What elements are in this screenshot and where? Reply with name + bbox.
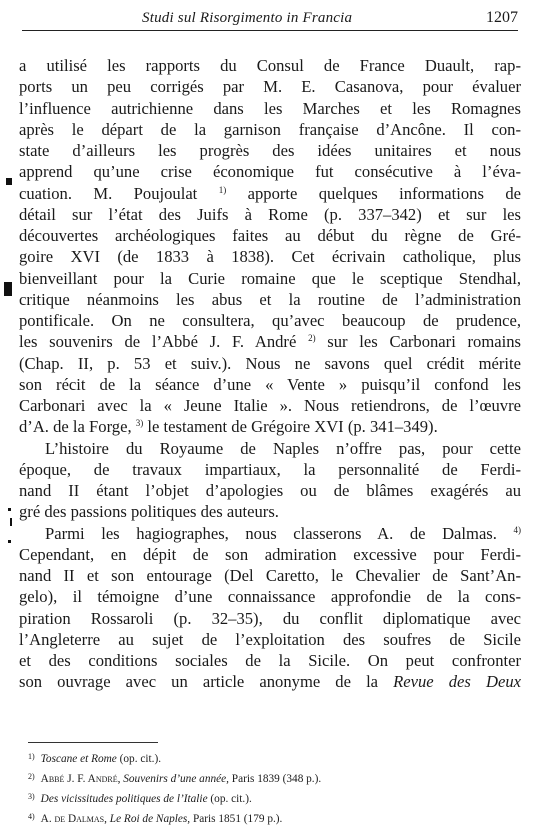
running-title: Studi sul Risorgimento in Francia (142, 10, 353, 26)
text-line: Parmi les hagiographes, nous classerons A. de Dalmas. (45, 523, 497, 543)
text-line: d’A. de la Forge, (19, 417, 132, 437)
text-line: après le départ de la garnison française d’Ancône. Il con- (19, 119, 521, 139)
page-number: 1207 (486, 9, 518, 26)
text-line: époque, de travaux impartiaux, la personnalité de Ferdi- (19, 459, 521, 479)
text-line: apporte quelques informations de (247, 183, 521, 203)
text-line: son récit de la séance d’une « Vente » puisqu’il confond les (19, 374, 521, 394)
text-line: le testament de Grégoire XVI (p. 341–349). (147, 417, 438, 437)
footnote-text: Paris 1839 (348 p.). (228, 773, 322, 785)
text-line: state d’ailleurs les progrès des idées unitaires et nous (19, 141, 521, 160)
margin-mark (4, 282, 12, 296)
footnote-author: A. de Dalmas, (40, 813, 107, 825)
footnotes (28, 748, 498, 828)
text-line: cuation. M. Poujoulat (19, 183, 198, 203)
text-line: Cependant, en dépit de son admiration excessive pour Ferdi- (19, 544, 521, 564)
margin-mark (6, 178, 12, 185)
footnote (28, 808, 498, 828)
footnote-mark: 2) (28, 772, 35, 781)
text-line: apprend qu’une crise économique fut consécutive à l’éva- (19, 162, 521, 182)
text-line: détail sur l’état des Juifs à Rome (p. 337–342) et sur les (19, 204, 521, 224)
footnote-text: (op. cit.). (207, 793, 252, 805)
text-line: sur les Carbonari romains (327, 332, 521, 352)
text-line: et des conditions sociales de la Sicile. On peut confronter (19, 651, 521, 670)
margin-mark (8, 540, 11, 543)
footnote-text: Paris 1851 (179 p.). (190, 813, 283, 825)
text-line: (Chap. II, p. 53 et suiv.). Nous ne savons quel crédit mérite (19, 353, 521, 373)
text-line: pontificale. On ne consultera, qu’avec beaucoup de prudence, (19, 311, 521, 330)
text-line: l’Angleterre au sujet de l’exploitation des soufres de Sicile (19, 629, 521, 649)
footnote-divider (28, 742, 158, 743)
margin-mark (10, 518, 12, 526)
footnote-ref: 2) (308, 333, 316, 344)
footnote (28, 768, 498, 788)
footnote (28, 748, 498, 768)
text-line: ports un peu corrigés par M. E. Casanova, pour évaluer (19, 77, 521, 97)
text-line-italic: Revue des Deux (393, 672, 521, 692)
footnote-title: Le Roi de Naples, (106, 813, 191, 825)
footnote-author: Abbé J. F. André, (40, 773, 121, 785)
footnote-mark: 4) (28, 812, 35, 821)
footnote-ref: 3) (135, 418, 144, 429)
footnote-mark: 1) (28, 752, 35, 761)
text-line: critique néanmoins les abus et la routine de l’administration (19, 289, 521, 309)
text-line: gelo), il témoigne d’une connaissance approfondie de la cons- (19, 587, 521, 607)
body-text (19, 55, 521, 693)
text-line: piration Rossaroli (p. 32–35), du conflit diplomatique avec (19, 608, 521, 628)
margin-mark (8, 508, 11, 511)
footnote-text: (op. cit.). (116, 753, 162, 765)
footnote-title: Des vicissitudes politiques de l’Italie (40, 793, 208, 805)
footnote-ref: 4) (513, 524, 521, 535)
footnote (28, 788, 498, 808)
footnote-mark: 3) (28, 792, 35, 801)
footnote-title: Toscane et Rome (40, 753, 117, 765)
text-line: Carbonari avec la « Jeune Italie ». Nous retiendrons, de l’œuvre (19, 396, 521, 415)
text-line: goire XVI (de 1833 à 1838). Cet écrivain catholique, plus (19, 247, 521, 267)
paragraph (19, 55, 521, 76)
text-line: nand II et son entourage (Del Caretto, le Chevalier de Sant’An- (19, 566, 521, 585)
footnote-title: Souvenirs d’une année, (120, 773, 229, 785)
text-line: son ouvrage avec un article anonyme de la (19, 672, 379, 692)
text-line: découvertes archéologiques faites au début du règne de Gré- (19, 226, 521, 245)
text-line: l’influence autrichienne dans les Marches et les Romagnes (19, 98, 521, 118)
text-line: les souvenirs de l’Abbé J. F. André (19, 332, 297, 352)
footnote-ref: 1) (218, 184, 227, 195)
text-line: bienveillant pour la Curie romaine que le sceptique Stendhal, (19, 268, 521, 288)
text-line: a utilisé les rapports du Consul de France Duault, rap- (19, 56, 521, 75)
text-line: L’histoire du Royaume de Naples n’offre pas, pour cette (45, 438, 521, 458)
text-line: gré des passions politiques des auteurs. (19, 502, 279, 522)
text-line: nand II étant l’objet d’apologies ou de blâmes exagérés au (19, 481, 521, 500)
running-header (22, 6, 518, 31)
